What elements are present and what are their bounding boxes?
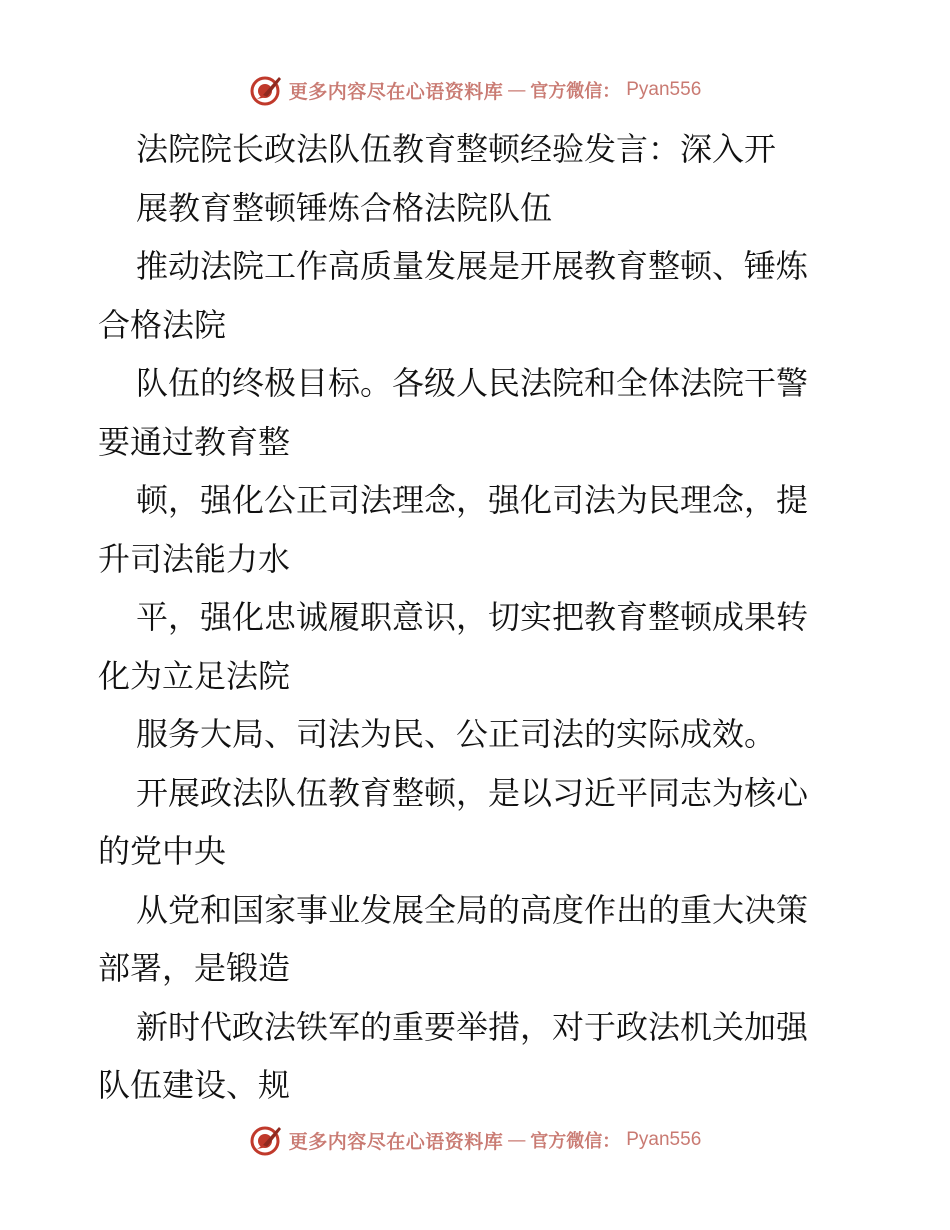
- text-line: 服务大局、司法为民、公正司法的实际成效。: [136, 715, 777, 753]
- text-line: 推动法院工作高质量发展是开展教育整顿、锤炼: [136, 247, 809, 285]
- text-line: 合格法院: [98, 305, 227, 344]
- text-line: 法院院长政法队伍教育整顿经验发言：深入开: [136, 130, 777, 168]
- text-line: 开展政法队伍教育整顿，是以习近平同志为核心: [136, 773, 809, 812]
- text-line: 顿，强化公正司法理念，强化司法为民理念，提: [136, 481, 809, 519]
- banner-main-text: 更多内容尽在心语资料库: [288, 80, 504, 103]
- header-banner: [0, 70, 950, 110]
- banner-wechat-label: 官方微信：: [530, 1131, 621, 1152]
- text-line: 的党中央: [98, 832, 227, 870]
- document-body: [98, 120, 858, 1115]
- text-line: 化为立足法院: [98, 656, 291, 695]
- text-line: 队伍的终极目标。各级人民法院和全体法院干警: [136, 364, 809, 402]
- banner-wechat-id: Pyan556: [626, 79, 702, 100]
- text-line: 平，强化忠诚履职意识，切实把教育整顿成果转: [136, 598, 809, 636]
- text-line: 新时代政法铁军的重要举措，对于政法机关加强: [136, 1007, 809, 1046]
- banner-wechat-label: 官方微信：: [530, 81, 621, 102]
- banner-dash: —: [507, 1129, 527, 1151]
- banner-main-text: 更多内容尽在心语资料库: [288, 1130, 504, 1153]
- quill-logo-icon: [249, 73, 283, 107]
- banner-dash: —: [507, 79, 527, 101]
- text-line: 部署，是锻造: [98, 949, 291, 987]
- quill-logo-icon: [249, 1123, 283, 1157]
- footer-banner: [0, 1120, 950, 1160]
- text-line: 要通过教育整: [98, 422, 291, 461]
- text-line: 展教育整顿锤炼合格法院队伍: [136, 188, 553, 227]
- text-line: 从党和国家事业发展全局的高度作出的重大决策: [136, 890, 809, 929]
- text-line: 队伍建设、规: [98, 1066, 291, 1104]
- text-line: 升司法能力水: [98, 539, 291, 578]
- banner-wechat-id: Pyan556: [626, 1129, 702, 1150]
